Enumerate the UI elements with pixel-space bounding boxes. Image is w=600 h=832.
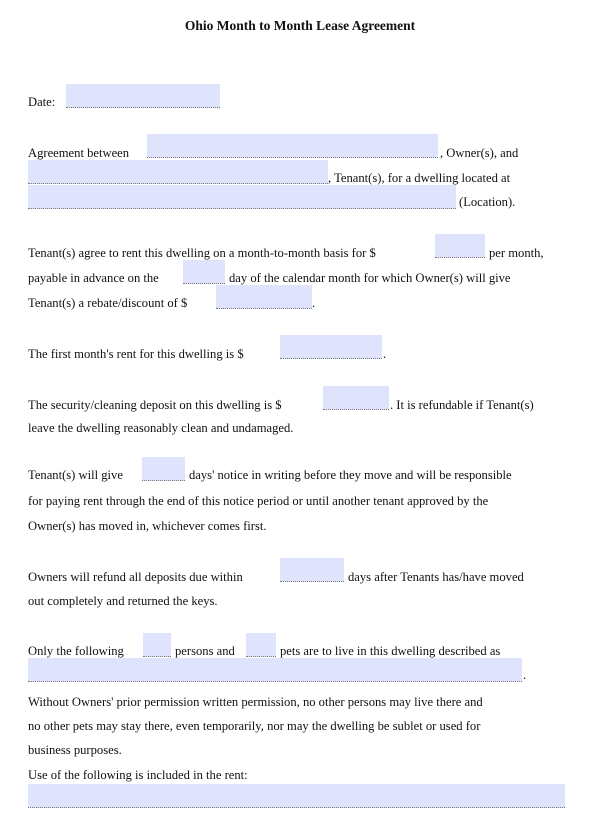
location-label: (Location). — [459, 195, 516, 209]
payment-day-field[interactable] — [183, 260, 225, 284]
rent-line-2-text: payable in advance on the — [28, 271, 159, 285]
owners-and-label: , Owner(s), and — [440, 146, 519, 160]
permission-line-2-text: no other pets may stay there, even temporarily, nor may the dwelling be sublet or used for — [28, 719, 481, 733]
tenants-dwelling-label: , Tenant(s), for a dwelling located at — [328, 171, 511, 185]
permission-line-1-text: Without Owners' prior permission written permission, no other persons may live there and — [28, 695, 483, 709]
deposit-line-1-text: The security/cleaning deposit on this dwelling is $ — [28, 398, 282, 412]
notice-line-1-text: Tenant(s) will give — [28, 468, 123, 482]
location-field[interactable] — [28, 185, 456, 209]
refund-days-field[interactable] — [280, 558, 344, 582]
notice-line-2-text: for paying rent through the end of this notice period or until another tenant approved by the — [28, 494, 489, 508]
first-month-period: . — [383, 347, 387, 361]
persons-count-field[interactable] — [143, 633, 171, 657]
date-label: Date: — [28, 95, 56, 109]
first-month-text: The first month's rent for this dwelling is $ — [28, 347, 244, 361]
refund-line-1-text: Owners will refund all deposits due within — [28, 570, 243, 584]
pets-count-field[interactable] — [246, 633, 276, 657]
date-field[interactable] — [66, 84, 220, 108]
tenant-name-field[interactable] — [28, 160, 328, 184]
rebate-period: . — [312, 296, 316, 310]
owner-name-field[interactable] — [147, 134, 438, 158]
rent-line-1-text: Tenant(s) agree to rent this dwelling on a month-to-month basis for $ — [28, 246, 376, 260]
rebate-amount-field[interactable] — [216, 285, 312, 309]
per-month-text: per month, — [489, 246, 544, 260]
monthly-rent-field[interactable] — [435, 234, 485, 258]
refund-line-1-continued: days after Tenants has/have moved — [348, 570, 524, 584]
notice-days-field[interactable] — [142, 457, 185, 481]
pets-text: pets are to live in this dwelling described as — [280, 644, 501, 658]
included-label: Use of the following is included in the rent: — [28, 768, 248, 782]
first-month-rent-field[interactable] — [280, 335, 382, 359]
included-items-field[interactable] — [28, 784, 565, 808]
deposit-line-2-text: leave the dwelling reasonably clean and undamaged. — [28, 421, 294, 435]
occupants-text: Only the following — [28, 644, 124, 658]
persons-and-text: persons and — [175, 644, 235, 658]
agreement-between-label: Agreement between — [28, 146, 130, 160]
description-period: . — [523, 668, 527, 682]
document-title: Ohio Month to Month Lease Agreement — [184, 18, 416, 33]
notice-line-1-continued: days' notice in writing before they move and will be responsible — [189, 468, 512, 482]
rent-line-3-text: Tenant(s) a rebate/discount of $ — [28, 296, 188, 310]
deposit-amount-field[interactable] — [323, 386, 389, 410]
deposit-refundable-text: . It is refundable if Tenant(s) — [390, 398, 534, 412]
dwelling-description-field[interactable] — [28, 658, 522, 682]
notice-line-3-text: Owner(s) has moved in, whichever comes first. — [28, 519, 267, 533]
rent-line-2-continued: day of the calendar month for which Owner(s) will give — [229, 271, 511, 285]
permission-line-3-text: business purposes. — [28, 743, 122, 757]
refund-line-2-text: out completely and returned the keys. — [28, 594, 218, 608]
